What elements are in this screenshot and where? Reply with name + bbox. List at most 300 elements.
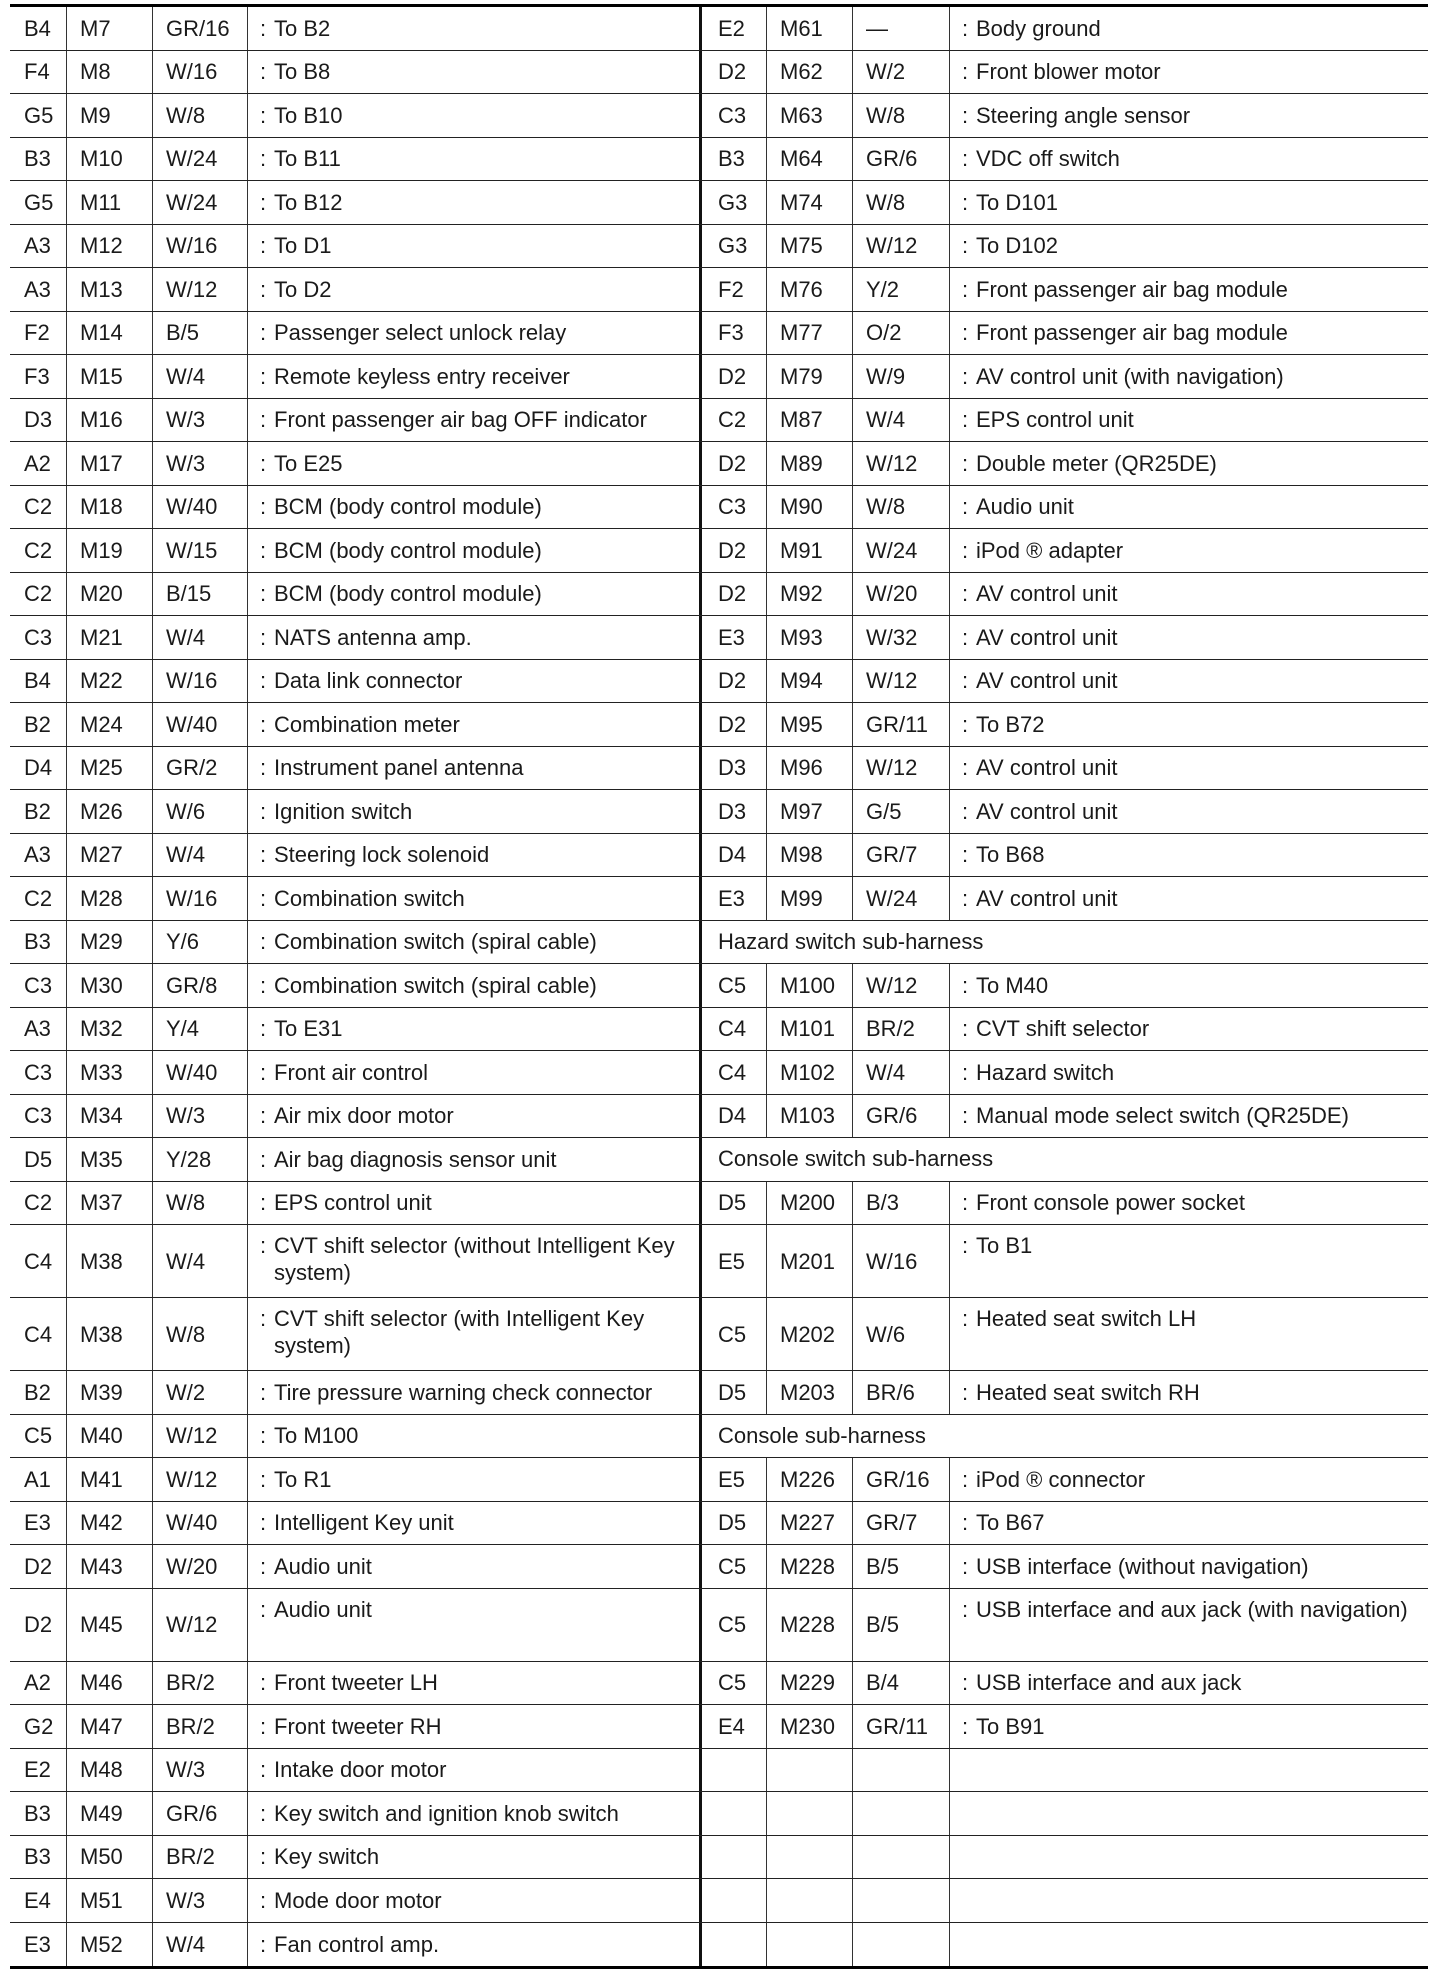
left-half <box>10 1662 702 1705</box>
left-half <box>10 790 702 833</box>
colon-separator: : <box>962 1379 969 1405</box>
left-half <box>10 7 702 50</box>
right-half <box>702 1545 1428 1588</box>
description <box>949 529 1428 572</box>
colon-separator: : <box>962 1306 969 1331</box>
connector-no: M40 <box>66 1415 152 1458</box>
table-row <box>10 1545 1428 1589</box>
connector-no: M61 <box>766 7 852 50</box>
colon-separator: : <box>260 15 267 41</box>
grid-cell: C3 <box>24 1103 53 1129</box>
connector-no: M20 <box>66 573 152 616</box>
table-row <box>10 1792 1428 1836</box>
connector-no: M46 <box>66 1662 152 1705</box>
right-half <box>702 7 1428 50</box>
grid-cell: D3 <box>24 407 53 433</box>
description <box>247 1138 699 1181</box>
right-half <box>702 790 1428 833</box>
table-row <box>10 1008 1428 1052</box>
grid-cell: D4 <box>24 755 53 781</box>
connector-type: W/8 <box>852 94 949 137</box>
connector-type: W/4 <box>152 1225 247 1297</box>
description <box>247 1792 699 1835</box>
connector-type: GR/6 <box>152 1792 247 1835</box>
connector-no: M95 <box>766 703 852 746</box>
colon-separator: : <box>260 363 267 389</box>
connector-type: W/4 <box>152 1923 247 1967</box>
colon-separator: : <box>260 537 267 563</box>
description-text: To M40 <box>976 972 1049 998</box>
description-text: Audio unit <box>274 1553 372 1579</box>
colon-separator: : <box>962 1059 969 1085</box>
grid-cell: D4 <box>718 1103 747 1129</box>
connector-type <box>852 1879 949 1922</box>
colon-separator: : <box>260 1596 267 1622</box>
connector-type: W/24 <box>152 138 247 181</box>
right-half <box>702 877 1428 920</box>
right-half <box>702 573 1428 616</box>
description-text: USB interface (without navigation) <box>976 1553 1309 1579</box>
right-half <box>702 312 1428 355</box>
description <box>949 1051 1428 1094</box>
colon-separator: : <box>962 1190 969 1216</box>
table-row <box>10 964 1428 1008</box>
description-text: BCM (body control module) <box>274 537 542 563</box>
connector-no: M89 <box>766 442 852 485</box>
connector-no: M92 <box>766 573 852 616</box>
table-row <box>10 1502 1428 1546</box>
connector-type: W/12 <box>152 1415 247 1458</box>
description <box>247 1836 699 1879</box>
description-text: To D2 <box>274 276 332 302</box>
connector-type: B/15 <box>152 573 247 616</box>
connector-no: M32 <box>66 1008 152 1051</box>
description <box>949 1458 1428 1501</box>
colon-separator: : <box>260 320 267 346</box>
left-half <box>10 1458 702 1501</box>
connector-type: W/12 <box>852 747 949 790</box>
connector-type: W/8 <box>152 94 247 137</box>
description-text: Combination switch (spiral cable) <box>274 929 597 955</box>
colon-separator: : <box>260 1423 267 1449</box>
colon-separator: : <box>260 494 267 520</box>
grid-cell: D5 <box>718 1510 747 1536</box>
left-half <box>10 51 702 94</box>
description <box>247 1225 699 1297</box>
description-text: Tire pressure warning check connector <box>274 1379 653 1405</box>
connector-type: W/12 <box>852 964 949 1007</box>
connector-no: M103 <box>766 1095 852 1138</box>
colon-separator: : <box>260 1059 267 1085</box>
left-half <box>10 573 702 616</box>
description <box>247 1051 699 1094</box>
description <box>247 1458 699 1501</box>
description <box>949 181 1428 224</box>
colon-separator: : <box>962 1103 969 1129</box>
section-heading: Console sub-harness <box>718 1422 926 1448</box>
description <box>247 1879 699 1922</box>
description-text: Data link connector <box>274 668 463 694</box>
connector-no <box>766 1836 852 1879</box>
grid-cell: E2 <box>718 15 745 41</box>
table-row <box>10 1298 1428 1371</box>
connector-type: GR/6 <box>852 1095 949 1138</box>
grid-cell: B4 <box>24 668 51 694</box>
connector-type: W/40 <box>152 1051 247 1094</box>
grid-cell: B3 <box>24 929 51 955</box>
description-text: To D102 <box>976 233 1058 259</box>
description-text: Manual mode select switch (QR25DE) <box>976 1103 1349 1129</box>
connector-type: W/24 <box>852 529 949 572</box>
right-half <box>702 703 1428 746</box>
table-row <box>10 225 1428 269</box>
right-half <box>702 1415 1428 1458</box>
connector-type: BR/2 <box>152 1662 247 1705</box>
left-half <box>10 616 702 659</box>
description <box>949 1662 1428 1705</box>
connector-no: M43 <box>66 1545 152 1588</box>
table-row <box>10 1879 1428 1923</box>
description-text: USB interface and aux jack (with navigation) <box>976 1596 1408 1622</box>
grid-cell <box>702 1879 766 1922</box>
grid-cell: G3 <box>718 233 748 259</box>
table-row <box>10 1095 1428 1139</box>
left-half <box>10 268 702 311</box>
description-text: iPod ® adapter <box>976 537 1124 563</box>
grid-cell: E2 <box>24 1757 51 1783</box>
table-row <box>10 573 1428 617</box>
left-half <box>10 1705 702 1748</box>
grid-cell: A3 <box>24 276 51 302</box>
description-text: Heated seat switch RH <box>976 1379 1200 1405</box>
connector-no: M11 <box>66 181 152 224</box>
description-text: AV control unit <box>976 798 1118 824</box>
description <box>949 616 1428 659</box>
description <box>247 51 699 94</box>
grid-cell: D5 <box>24 1146 53 1172</box>
left-half <box>10 1836 702 1879</box>
connector-no: M37 <box>66 1182 152 1225</box>
connector-no: M98 <box>766 834 852 877</box>
right-half <box>702 1836 1428 1879</box>
table-row <box>10 1749 1428 1793</box>
grid-cell: E3 <box>24 1931 51 1957</box>
grid-cell: A2 <box>24 1670 51 1696</box>
grid-cell: F2 <box>718 276 744 302</box>
right-half <box>702 1879 1428 1922</box>
description-text: Remote keyless entry receiver <box>274 363 570 389</box>
connector-type: GR/6 <box>852 138 949 181</box>
colon-separator: : <box>962 1670 969 1696</box>
grid-cell: C4 <box>24 1248 53 1274</box>
connector-no: M42 <box>66 1502 152 1545</box>
connector-no: M229 <box>766 1662 852 1705</box>
connector-type: W/16 <box>152 51 247 94</box>
connector-no: M93 <box>766 616 852 659</box>
colon-separator: : <box>260 189 267 215</box>
table-row <box>10 1458 1428 1502</box>
connector-type <box>852 1792 949 1835</box>
right-half <box>702 1095 1428 1138</box>
connector-type: W/6 <box>852 1298 949 1370</box>
grid-cell: C5 <box>718 1553 747 1579</box>
grid-cell: F3 <box>24 363 50 389</box>
connector-no: M16 <box>66 399 152 442</box>
colon-separator: : <box>260 624 267 650</box>
description <box>247 1182 699 1225</box>
left-half <box>10 399 702 442</box>
description-text: Air bag diagnosis sensor unit <box>274 1146 557 1172</box>
connector-no: M13 <box>66 268 152 311</box>
description <box>247 573 699 616</box>
grid-cell: E3 <box>718 624 745 650</box>
description <box>949 1705 1428 1748</box>
description-text: To D101 <box>976 189 1058 215</box>
grid-cell: D2 <box>24 1612 53 1637</box>
right-half <box>702 181 1428 224</box>
connector-type: W/12 <box>152 1589 247 1661</box>
grid-cell: B3 <box>24 146 51 172</box>
connector-no: M10 <box>66 138 152 181</box>
colon-separator: : <box>260 755 267 781</box>
connector-type: G/5 <box>852 790 949 833</box>
grid-cell: C2 <box>24 1190 53 1216</box>
description-text: USB interface and aux jack <box>976 1670 1242 1696</box>
description-text: To B2 <box>274 15 331 41</box>
left-half <box>10 486 702 529</box>
grid-cell: C5 <box>24 1423 53 1449</box>
connector-type: GR/16 <box>152 7 247 50</box>
description-text: To B91 <box>976 1713 1045 1739</box>
right-half <box>702 399 1428 442</box>
table-row <box>10 616 1428 660</box>
connector-no: M202 <box>766 1298 852 1370</box>
grid-cell: D2 <box>718 450 747 476</box>
left-half <box>10 1051 702 1094</box>
description-text: To M100 <box>274 1423 359 1449</box>
description <box>247 529 699 572</box>
connector-no: M29 <box>66 921 152 964</box>
colon-separator: : <box>962 189 969 215</box>
description <box>247 486 699 529</box>
right-half <box>702 1662 1428 1705</box>
connector-no: M39 <box>66 1371 152 1414</box>
connector-no: M79 <box>766 355 852 398</box>
connector-no: M19 <box>66 529 152 572</box>
description <box>247 225 699 268</box>
grid-cell: C5 <box>718 1670 747 1696</box>
description <box>247 1749 699 1792</box>
table-row <box>10 1705 1428 1749</box>
connector-type: W/6 <box>152 790 247 833</box>
description-text: Audio unit <box>976 494 1074 520</box>
colon-separator: : <box>962 885 969 911</box>
grid-cell: D2 <box>718 668 747 694</box>
description <box>247 1095 699 1138</box>
description <box>247 1923 699 1967</box>
right-half <box>702 529 1428 572</box>
left-half <box>10 1415 702 1458</box>
connector-type: B/3 <box>852 1182 949 1225</box>
left-half <box>10 138 702 181</box>
grid-cell: D5 <box>718 1190 747 1216</box>
grid-cell: C3 <box>24 624 53 650</box>
colon-separator: : <box>260 1016 267 1042</box>
colon-separator: : <box>962 1466 969 1492</box>
connector-no: M27 <box>66 834 152 877</box>
description-text: AV control unit <box>976 885 1118 911</box>
description-text: Front air control <box>274 1059 429 1085</box>
connector-no: M226 <box>766 1458 852 1501</box>
description <box>949 1749 1428 1792</box>
description-text: To D1 <box>274 233 332 259</box>
description <box>247 1298 699 1370</box>
left-half <box>10 1545 702 1588</box>
description-text: Front tweeter RH <box>274 1713 442 1739</box>
description-text: Front passenger air bag OFF indicator <box>274 407 647 433</box>
description <box>949 225 1428 268</box>
right-half <box>702 268 1428 311</box>
description-text: BCM (body control module) <box>274 581 542 607</box>
description-text: To B68 <box>976 842 1045 868</box>
connector-type: Y/28 <box>152 1138 247 1181</box>
colon-separator: : <box>260 1379 267 1405</box>
description <box>247 138 699 181</box>
connector-no: M26 <box>66 790 152 833</box>
grid-cell: C5 <box>718 1321 747 1347</box>
description-text: To E25 <box>274 450 343 476</box>
connector-type: W/4 <box>152 616 247 659</box>
connector-type: O/2 <box>852 312 949 355</box>
grid-cell: F4 <box>24 59 50 85</box>
table-row <box>10 1589 1428 1662</box>
right-half <box>702 225 1428 268</box>
left-half <box>10 1371 702 1414</box>
description <box>949 790 1428 833</box>
connector-type: W/3 <box>152 399 247 442</box>
colon-separator: : <box>962 972 969 998</box>
connector-type: B/5 <box>852 1589 949 1661</box>
description-text: To B67 <box>976 1510 1045 1536</box>
grid-cell: A2 <box>24 450 51 476</box>
left-half <box>10 1095 702 1138</box>
connector-type: W/2 <box>152 1371 247 1414</box>
connector-type: GR/11 <box>852 703 949 746</box>
grid-cell <box>702 1836 766 1879</box>
description <box>949 660 1428 703</box>
grid-cell: A3 <box>24 1016 51 1042</box>
colon-separator: : <box>260 1844 267 1870</box>
grid-cell: E3 <box>718 885 745 911</box>
description <box>247 703 699 746</box>
colon-separator: : <box>962 450 969 476</box>
connector-no: M33 <box>66 1051 152 1094</box>
left-half <box>10 1138 702 1181</box>
description-text: EPS control unit <box>976 407 1134 433</box>
grid-cell: B4 <box>24 15 51 41</box>
right-half <box>702 355 1428 398</box>
description-text: Air mix door motor <box>274 1103 454 1129</box>
connector-type: W/12 <box>852 442 949 485</box>
table-row <box>10 94 1428 138</box>
description <box>949 1008 1428 1051</box>
connector-type: W/3 <box>152 1879 247 1922</box>
table-row <box>10 442 1428 486</box>
table-row <box>10 747 1428 791</box>
description <box>949 1923 1428 1967</box>
right-half <box>702 51 1428 94</box>
colon-separator: : <box>962 581 969 607</box>
left-half <box>10 1008 702 1051</box>
right-half <box>702 1225 1428 1297</box>
left-half <box>10 1749 702 1792</box>
colon-separator: : <box>260 1931 267 1957</box>
left-half <box>10 1502 702 1545</box>
grid-cell: C5 <box>718 972 747 998</box>
description-text: Key switch and ignition knob switch <box>274 1800 619 1826</box>
left-half <box>10 921 702 964</box>
connector-type: W/20 <box>852 573 949 616</box>
left-half <box>10 312 702 355</box>
description-text: To B12 <box>274 189 343 215</box>
connector-no: M200 <box>766 1182 852 1225</box>
description-text: CVT shift selector <box>976 1016 1150 1042</box>
grid-cell: C3 <box>24 972 53 998</box>
left-half <box>10 529 702 572</box>
description <box>949 1298 1428 1370</box>
connector-no: M203 <box>766 1371 852 1414</box>
connector-type: W/3 <box>152 1095 247 1138</box>
colon-separator: : <box>962 842 969 868</box>
grid-cell: E5 <box>718 1466 745 1492</box>
description <box>949 877 1428 920</box>
left-half <box>10 964 702 1007</box>
connector-type: BR/2 <box>152 1836 247 1879</box>
description-text: To E31 <box>274 1016 343 1042</box>
connector-no: M49 <box>66 1792 152 1835</box>
description-text: To B1 <box>976 1233 1033 1258</box>
colon-separator: : <box>962 102 969 128</box>
description <box>949 399 1428 442</box>
colon-separator: : <box>962 624 969 650</box>
table-row <box>10 1415 1428 1459</box>
table-row <box>10 660 1428 704</box>
left-half <box>10 747 702 790</box>
colon-separator: : <box>260 450 267 476</box>
description <box>247 1415 699 1458</box>
colon-separator: : <box>962 276 969 302</box>
colon-separator: : <box>962 363 969 389</box>
grid-cell: C3 <box>24 1059 53 1085</box>
connector-type: Y/6 <box>152 921 247 964</box>
connector-type: W/8 <box>152 1298 247 1370</box>
left-half <box>10 1879 702 1922</box>
colon-separator: : <box>962 1233 969 1258</box>
connector-type: B/5 <box>152 312 247 355</box>
right-half <box>702 747 1428 790</box>
description <box>949 51 1428 94</box>
description-text: Mode door motor <box>274 1887 442 1913</box>
description-text: Instrument panel antenna <box>274 755 524 781</box>
colon-separator: : <box>260 1306 267 1331</box>
connector-no: M47 <box>66 1705 152 1748</box>
right-half <box>702 834 1428 877</box>
table-row <box>10 834 1428 878</box>
description <box>247 442 699 485</box>
connector-no: M38 <box>66 1225 152 1297</box>
description <box>247 181 699 224</box>
right-half <box>702 486 1428 529</box>
